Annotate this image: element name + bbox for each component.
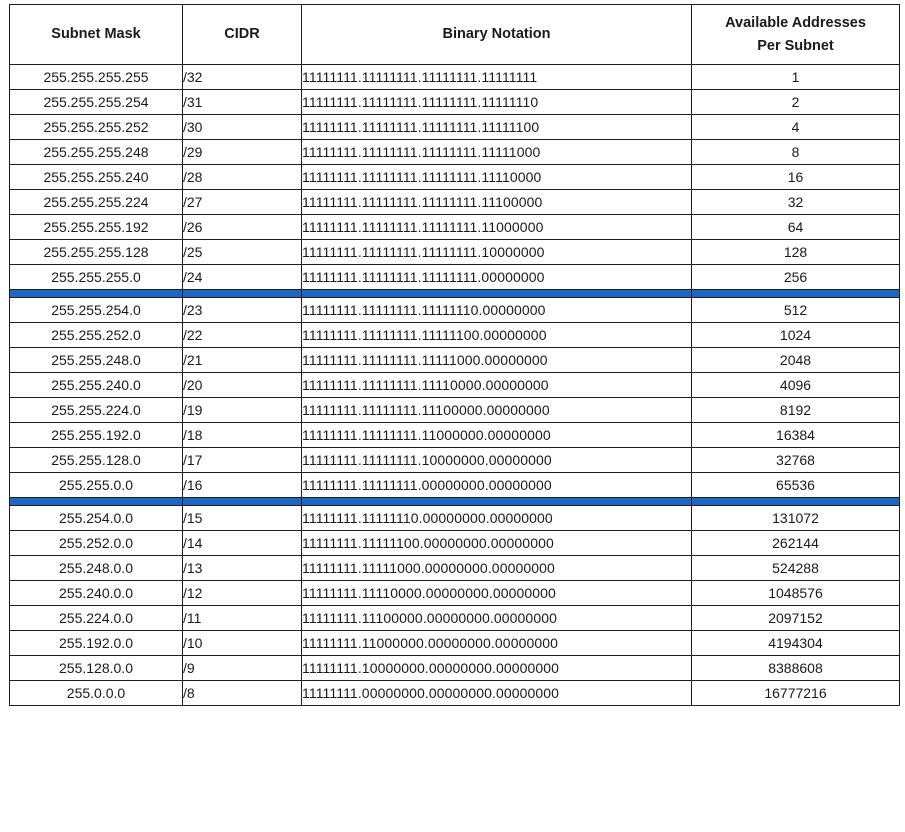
header-cidr: CIDR — [183, 5, 302, 65]
table-row — [10, 240, 900, 265]
table-row — [10, 190, 900, 215]
binary-notation-cell: 11111111.11111111.11111111.10000000 — [302, 240, 692, 265]
binary-notation-cell: 11111111.11000000.00000000.00000000 — [302, 631, 692, 656]
table-row — [10, 348, 900, 373]
cidr-cell: /27 — [183, 190, 302, 215]
subnet-mask-cell: 255.255.254.0 — [10, 298, 183, 323]
table-row — [10, 556, 900, 581]
available-addresses-cell: 64 — [692, 215, 900, 240]
separator-cell — [302, 290, 692, 298]
binary-notation-cell: 11111111.10000000.00000000.00000000 — [302, 656, 692, 681]
available-addresses-cell: 4 — [692, 115, 900, 140]
group-separator — [10, 498, 900, 506]
cidr-cell: /19 — [183, 398, 302, 423]
separator-cell — [10, 290, 183, 298]
cidr-cell: /10 — [183, 631, 302, 656]
subnet-mask-cell: 255.255.255.224 — [10, 190, 183, 215]
table-row — [10, 215, 900, 240]
available-addresses-cell: 32 — [692, 190, 900, 215]
binary-notation-cell: 11111111.11111110.00000000.00000000 — [302, 506, 692, 531]
subnet-mask-cell: 255.248.0.0 — [10, 556, 183, 581]
binary-notation-cell: 11111111.11111111.11111111.11111110 — [302, 90, 692, 115]
available-addresses-cell: 8192 — [692, 398, 900, 423]
binary-notation-cell: 11111111.11111111.11111100.00000000 — [302, 323, 692, 348]
header-available-addresses — [692, 5, 900, 65]
subnet-mask-cell: 255.255.0.0 — [10, 473, 183, 498]
cidr-cell: /20 — [183, 373, 302, 398]
table-row — [10, 423, 900, 448]
available-addresses-cell: 16384 — [692, 423, 900, 448]
binary-notation-cell: 11111111.00000000.00000000.00000000 — [302, 681, 692, 706]
cidr-cell: /12 — [183, 581, 302, 606]
table-row — [10, 115, 900, 140]
subnet-mask-cell: 255.255.240.0 — [10, 373, 183, 398]
cidr-cell: /23 — [183, 298, 302, 323]
cidr-cell: /8 — [183, 681, 302, 706]
available-addresses-cell: 4194304 — [692, 631, 900, 656]
cidr-cell: /15 — [183, 506, 302, 531]
available-addresses-cell: 16777216 — [692, 681, 900, 706]
subnet-mask-cell: 255.224.0.0 — [10, 606, 183, 631]
available-addresses-cell: 2097152 — [692, 606, 900, 631]
table-row — [10, 373, 900, 398]
table-row — [10, 631, 900, 656]
available-addresses-cell: 2 — [692, 90, 900, 115]
header-binary-notation: Binary Notation — [302, 5, 692, 65]
table-row — [10, 656, 900, 681]
cidr-cell: /13 — [183, 556, 302, 581]
subnet-mask-cell: 255.255.255.128 — [10, 240, 183, 265]
subnet-mask-cell: 255.255.255.254 — [10, 90, 183, 115]
subnet-mask-cell: 255.255.128.0 — [10, 448, 183, 473]
header-available-line2: Per Subnet — [757, 37, 834, 54]
separator-cell — [183, 498, 302, 506]
binary-notation-cell: 11111111.11111111.11111111.11000000 — [302, 215, 692, 240]
cidr-cell: /28 — [183, 165, 302, 190]
group-separator — [10, 290, 900, 298]
table-row — [10, 140, 900, 165]
separator-cell — [692, 498, 900, 506]
available-addresses-cell: 16 — [692, 165, 900, 190]
available-addresses-cell: 8 — [692, 140, 900, 165]
table-row — [10, 448, 900, 473]
cidr-cell: /14 — [183, 531, 302, 556]
subnet-mask-cell: 255.128.0.0 — [10, 656, 183, 681]
table-row — [10, 298, 900, 323]
subnet-mask-cell: 255.252.0.0 — [10, 531, 183, 556]
binary-notation-cell: 11111111.11111111.11111111.00000000 — [302, 265, 692, 290]
binary-notation-cell: 11111111.11111111.11111111.11110000 — [302, 165, 692, 190]
subnet-mask-cell: 255.255.224.0 — [10, 398, 183, 423]
binary-notation-cell: 11111111.11111100.00000000.00000000 — [302, 531, 692, 556]
available-addresses-cell: 512 — [692, 298, 900, 323]
subnet-mask-cell: 255.255.255.248 — [10, 140, 183, 165]
separator-cell — [183, 290, 302, 298]
available-addresses-cell: 1024 — [692, 323, 900, 348]
table-row — [10, 606, 900, 631]
binary-notation-cell: 11111111.11111111.11111111.11111100 — [302, 115, 692, 140]
available-addresses-cell: 1048576 — [692, 581, 900, 606]
table-row — [10, 165, 900, 190]
available-addresses-cell: 4096 — [692, 373, 900, 398]
separator-cell — [10, 498, 183, 506]
table-row — [10, 90, 900, 115]
header-row — [10, 5, 900, 65]
binary-notation-cell: 11111111.11111111.11111110.00000000 — [302, 298, 692, 323]
binary-notation-cell: 11111111.11111111.11110000.00000000 — [302, 373, 692, 398]
subnet-mask-cell: 255.255.248.0 — [10, 348, 183, 373]
available-addresses-cell: 1 — [692, 65, 900, 90]
table-row — [10, 506, 900, 531]
cidr-cell: /16 — [183, 473, 302, 498]
cidr-cell: /24 — [183, 265, 302, 290]
cidr-cell: /17 — [183, 448, 302, 473]
available-addresses-cell: 524288 — [692, 556, 900, 581]
table-row — [10, 581, 900, 606]
binary-notation-cell: 11111111.11111111.11111111.11111000 — [302, 140, 692, 165]
binary-notation-cell: 11111111.11111000.00000000.00000000 — [302, 556, 692, 581]
table-row — [10, 398, 900, 423]
binary-notation-cell: 11111111.11111111.11111000.00000000 — [302, 348, 692, 373]
cidr-cell: /22 — [183, 323, 302, 348]
subnet-mask-cell: 255.255.192.0 — [10, 423, 183, 448]
cidr-cell: /31 — [183, 90, 302, 115]
table-row — [10, 473, 900, 498]
available-addresses-cell: 256 — [692, 265, 900, 290]
subnet-table — [9, 4, 900, 706]
subnet-mask-cell: 255.192.0.0 — [10, 631, 183, 656]
table-row — [10, 65, 900, 90]
available-addresses-cell: 128 — [692, 240, 900, 265]
cidr-cell: /9 — [183, 656, 302, 681]
subnet-mask-cell: 255.255.255.240 — [10, 165, 183, 190]
header-subnet-mask: Subnet Mask — [10, 5, 183, 65]
table-row — [10, 265, 900, 290]
cidr-cell: /25 — [183, 240, 302, 265]
cidr-cell: /18 — [183, 423, 302, 448]
subnet-mask-cell: 255.255.255.255 — [10, 65, 183, 90]
binary-notation-cell: 11111111.11110000.00000000.00000000 — [302, 581, 692, 606]
binary-notation-cell: 11111111.11111111.00000000.00000000 — [302, 473, 692, 498]
cidr-cell: /21 — [183, 348, 302, 373]
table-body — [10, 65, 900, 706]
subnet-mask-cell: 255.240.0.0 — [10, 581, 183, 606]
table-row — [10, 531, 900, 556]
table-row — [10, 681, 900, 706]
available-addresses-cell: 65536 — [692, 473, 900, 498]
cidr-cell: /30 — [183, 115, 302, 140]
available-addresses-cell: 262144 — [692, 531, 900, 556]
table-header — [10, 5, 900, 65]
separator-cell — [302, 498, 692, 506]
subnet-mask-cell: 255.254.0.0 — [10, 506, 183, 531]
available-addresses-cell: 32768 — [692, 448, 900, 473]
subnet-mask-cell: 255.255.255.252 — [10, 115, 183, 140]
available-addresses-cell: 131072 — [692, 506, 900, 531]
binary-notation-cell: 11111111.11111111.11111111.11100000 — [302, 190, 692, 215]
separator-cell — [692, 290, 900, 298]
available-addresses-cell: 2048 — [692, 348, 900, 373]
cidr-cell: /11 — [183, 606, 302, 631]
subnet-mask-cell: 255.255.255.192 — [10, 215, 183, 240]
cidr-cell: /29 — [183, 140, 302, 165]
binary-notation-cell: 11111111.11111111.11000000.00000000 — [302, 423, 692, 448]
table-row — [10, 323, 900, 348]
subnet-mask-cell: 255.0.0.0 — [10, 681, 183, 706]
binary-notation-cell: 11111111.11111111.11111111.11111111 — [302, 65, 692, 90]
subnet-mask-cell: 255.255.255.0 — [10, 265, 183, 290]
available-addresses-cell: 8388608 — [692, 656, 900, 681]
header-available-line1: Available Addresses — [725, 14, 866, 31]
binary-notation-cell: 11111111.11111111.11100000.00000000 — [302, 398, 692, 423]
cidr-cell: /26 — [183, 215, 302, 240]
subnet-mask-cell: 255.255.252.0 — [10, 323, 183, 348]
cidr-cell: /32 — [183, 65, 302, 90]
binary-notation-cell: 11111111.11111111.10000000.00000000 — [302, 448, 692, 473]
binary-notation-cell: 11111111.11100000.00000000.00000000 — [302, 606, 692, 631]
